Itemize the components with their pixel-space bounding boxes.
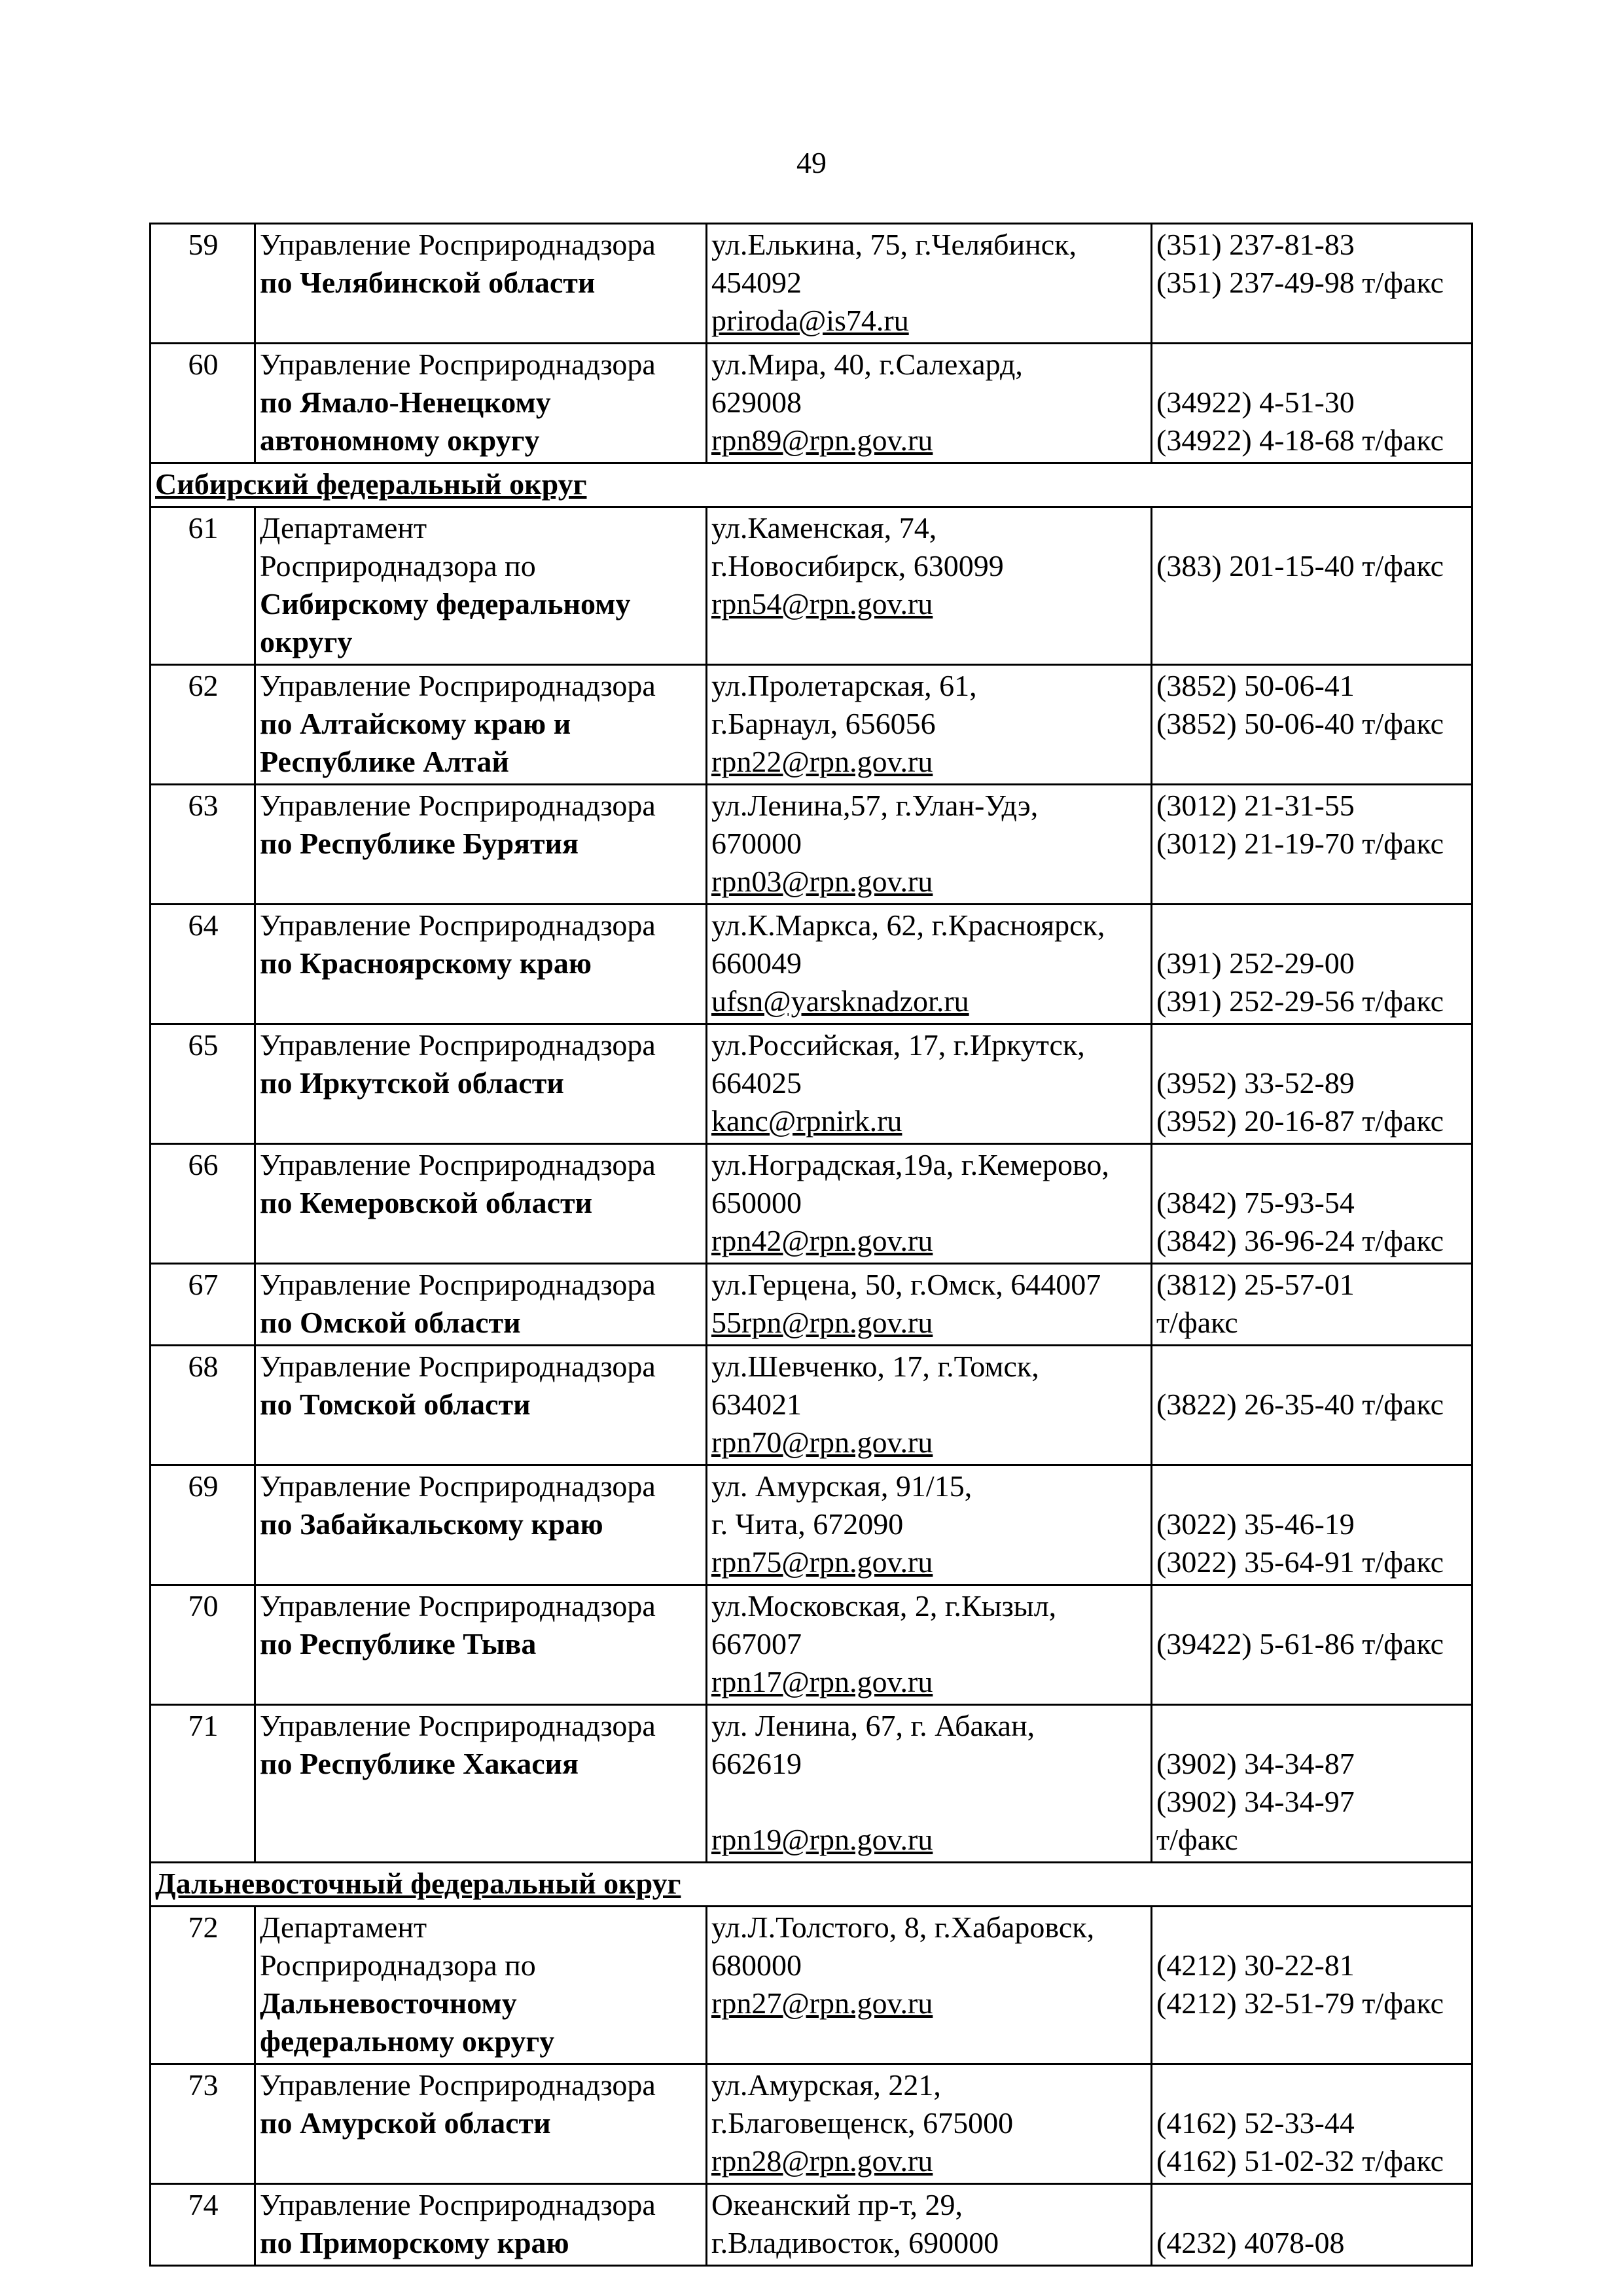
organization-region-line: Республике Алтай [260,745,509,778]
organization-cell [255,905,707,1024]
email-link[interactable]: rpn42@rpn.gov.ru [711,1224,933,1257]
phone-line: (3852) 50-06-41 [1156,669,1355,702]
row-number: 60 [151,344,255,463]
table-row [151,1346,1472,1465]
address-line: ул.Герцена, 50, г.Омск, 644007 [711,1268,1101,1301]
address-cell [707,1024,1152,1144]
organization-name-line: Департамент [260,511,427,545]
address-line: ул.Ноградская,19а, г.Кемерово, [711,1148,1109,1181]
address-cell [707,1705,1152,1863]
organization-region-line: по Томской области [260,1388,531,1421]
address-cell [707,224,1152,344]
organization-name-line: Управление Росприроднадзора [260,908,656,942]
organization-cell [255,1144,707,1264]
organization-region-line: по Республике Хакасия [260,1747,579,1780]
table-row [151,785,1472,905]
address-line: 660049 [711,946,802,980]
organization-region-line: Дальневосточному [260,1986,517,2020]
table-row [151,507,1472,665]
address-line: ул.Пролетарская, 61, [711,669,977,702]
address-line: ул.Елькина, 75, г.Челябинск, [711,228,1077,261]
phone-line [1156,1909,1469,1946]
table-row [151,1907,1472,2064]
organization-name-line: Управление Росприроднадзора [260,1148,656,1181]
phone-line [1156,1026,1469,1064]
table-row [151,665,1472,785]
phone-cell [1152,1585,1472,1705]
row-number: 73 [151,2064,255,2184]
organization-cell [255,1585,707,1705]
phone-line: (3952) 20-16-87 т/факс [1156,1104,1444,1138]
address-line: 634021 [711,1388,802,1421]
address-cell [707,1264,1152,1346]
phone-cell [1152,2184,1472,2266]
address-cell [707,1144,1152,1264]
phone-line [1156,906,1469,944]
organization-name-line: Росприроднадзора по [260,1948,536,1982]
phone-line: (3012) 21-31-55 [1156,789,1355,822]
row-number: 74 [151,2184,255,2266]
phone-cell [1152,344,1472,463]
address-line: ул.К.Маркса, 62, г.Красноярск, [711,908,1105,942]
phone-cell [1152,1465,1472,1585]
phone-line: (3822) 26-35-40 т/факс [1156,1388,1444,1421]
address-cell [707,1346,1152,1465]
row-number: 62 [151,665,255,785]
organization-region-line: по Ямало-Ненецкому [260,386,551,419]
phone-line: (4162) 52-33-44 [1156,2106,1355,2140]
organization-name-line: Департамент [260,1910,427,1944]
region-header-row [151,463,1472,507]
phone-line: (351) 237-49-98 т/факс [1156,266,1444,299]
phone-line [1156,346,1469,384]
directory-table-body [151,224,1472,2266]
address-line [711,1783,1148,1821]
phone-line: т/факс [1156,1823,1238,1856]
email-link[interactable]: rpn17@rpn.gov.ru [711,1665,933,1698]
organization-name-line: Управление Росприроднадзора [260,348,656,381]
address-line: 650000 [711,1186,802,1219]
organization-cell [255,224,707,344]
phone-line [1156,1348,1469,1386]
phone-line: (383) 201-15-40 т/факс [1156,549,1444,583]
table-row [151,224,1472,344]
email-link[interactable]: rpn28@rpn.gov.ru [711,2144,933,2178]
phone-cell [1152,1346,1472,1465]
address-line: Океанский пр-т, 29, [711,2188,963,2221]
directory-table [149,223,1473,2267]
table-row [151,1585,1472,1705]
email-link[interactable]: rpn22@rpn.gov.ru [711,745,933,778]
phone-line: (3022) 35-64-91 т/факс [1156,1545,1444,1579]
email-link[interactable]: 55rpn@rpn.gov.ru [711,1306,933,1339]
region-title: Дальневосточный федеральный округ [151,1863,1472,1907]
organization-cell [255,1705,707,1863]
address-line: 670000 [711,827,802,860]
phone-line [1156,2186,1469,2224]
organization-cell [255,665,707,785]
organization-name-line: Управление Росприроднадзора [260,1709,656,1742]
organization-name-line: Росприроднадзора по [260,549,536,583]
email-link[interactable]: rpn54@rpn.gov.ru [711,587,933,620]
address-line: 662619 [711,1747,802,1780]
row-number: 67 [151,1264,255,1346]
phone-line: (4162) 51-02-32 т/факс [1156,2144,1444,2178]
phone-cell [1152,665,1472,785]
row-number: 71 [151,1705,255,1863]
organization-region-line: округу [260,625,353,658]
phone-line: (3012) 21-19-70 т/факс [1156,827,1444,860]
phone-line [1156,1707,1469,1745]
phone-cell [1152,1024,1472,1144]
phone-line: (39422) 5-61-86 т/факс [1156,1627,1444,1660]
table-row [151,905,1472,1024]
email-link[interactable]: priroda@is74.ru [711,304,909,337]
table-row [151,1024,1472,1144]
address-line: ул.Л.Толстого, 8, г.Хабаровск, [711,1910,1095,1944]
address-line: г.Благовещенск, 675000 [711,2106,1014,2140]
address-line: ул.Мира, 40, г.Салехард, [711,348,1023,381]
phone-line: (351) 237-81-83 [1156,228,1355,261]
organization-name-line: Управление Росприроднадзора [260,789,656,822]
email-link[interactable]: rpn03@rpn.gov.ru [711,865,933,898]
organization-region-line: федеральному округу [260,2024,555,2058]
organization-name-line: Управление Росприроднадзора [260,1469,656,1503]
organization-region-line: по Амурской области [260,2106,551,2140]
phone-cell [1152,1144,1472,1264]
phone-line [1156,509,1469,547]
address-cell [707,665,1152,785]
address-line: г.Владивосток, 690000 [711,2226,999,2259]
phone-line: (3902) 34-34-97 [1156,1785,1355,1818]
phone-line: (4212) 30-22-81 [1156,1948,1355,1982]
phone-line: (3952) 33-52-89 [1156,1066,1355,1100]
address-cell [707,905,1152,1024]
phone-line: (4212) 32-51-79 т/факс [1156,1986,1444,2020]
table-row [151,344,1472,463]
row-number: 63 [151,785,255,905]
phone-cell [1152,1264,1472,1346]
address-line: ул.Российская, 17, г.Иркутск, [711,1028,1085,1062]
address-line: г.Барнаул, 656056 [711,707,936,740]
email-link[interactable]: rpn27@rpn.gov.ru [711,1986,933,2020]
organization-name-line: Управление Росприроднадзора [260,1350,656,1383]
phone-cell [1152,1705,1472,1863]
row-number: 61 [151,507,255,665]
address-cell [707,2184,1152,2266]
organization-region-line: по Приморскому краю [260,2226,569,2259]
address-line: ул.Ленина,57, г.Улан-Удэ, [711,789,1039,822]
phone-line: (3812) 25-57-01 [1156,1268,1355,1301]
phone-line [1156,1467,1469,1505]
table-row [151,2184,1472,2266]
organization-cell [255,507,707,665]
email-link[interactable]: rpn89@rpn.gov.ru [711,423,933,457]
address-cell [707,344,1152,463]
address-line: г.Новосибирск, 630099 [711,549,1004,583]
address-line: 629008 [711,386,802,419]
phone-line: (391) 252-29-56 т/факс [1156,984,1444,1018]
address-line: ул. Амурская, 91/15, [711,1469,972,1503]
phone-line: (4232) 4078-08 [1156,2226,1345,2259]
row-number: 70 [151,1585,255,1705]
phone-cell [1152,507,1472,665]
organization-name-line: Управление Росприроднадзора [260,1268,656,1301]
organization-cell [255,1907,707,2064]
organization-region-line: по Республике Тыва [260,1627,537,1660]
address-cell [707,1465,1152,1585]
row-number: 72 [151,1907,255,2064]
address-line: 667007 [711,1627,802,1660]
address-line: 454092 [711,266,802,299]
row-number: 65 [151,1024,255,1144]
phone-line [1156,1587,1469,1625]
phone-line: (3022) 35-46-19 [1156,1507,1355,1541]
organization-region-line: по Забайкальскому краю [260,1507,603,1541]
phone-cell [1152,785,1472,905]
address-line: 664025 [711,1066,802,1100]
organization-region-line: по Алтайскому краю и [260,707,571,740]
address-line: ул.Амурская, 221, [711,2068,941,2102]
organization-cell [255,2064,707,2184]
row-number: 69 [151,1465,255,1585]
organization-cell [255,1465,707,1585]
phone-line [1156,1146,1469,1184]
email-link[interactable]: kanc@rpnirk.ru [711,1104,902,1138]
page-number: 49 [796,146,827,179]
row-number: 59 [151,224,255,344]
address-line: 680000 [711,1948,802,1982]
address-cell [707,2064,1152,2184]
table-row [151,1705,1472,1863]
phone-line: (3842) 36-96-24 т/факс [1156,1224,1444,1257]
email-link[interactable]: rpn19@rpn.gov.ru [711,1823,933,1856]
row-number: 66 [151,1144,255,1264]
address-cell [707,507,1152,665]
phone-line: (3902) 34-34-87 [1156,1747,1355,1780]
address-cell [707,1585,1152,1705]
organization-region-line: по Республике Бурятия [260,827,579,860]
organization-region-line: автономному округу [260,423,540,457]
organization-cell [255,344,707,463]
row-number: 64 [151,905,255,1024]
phone-cell [1152,224,1472,344]
organization-region-line: Сибирскому федеральному [260,587,631,620]
phone-cell [1152,2064,1472,2184]
phone-line: т/факс [1156,1306,1238,1339]
organization-cell [255,1024,707,1144]
address-line: ул. Ленина, 67, г. Абакан, [711,1709,1035,1742]
region-title: Сибирский федеральный округ [151,463,1472,507]
organization-region-line: по Кемеровской области [260,1186,593,1219]
table-row [151,2064,1472,2184]
address-cell [707,785,1152,905]
phone-line: (34922) 4-51-30 [1156,386,1355,419]
phone-line: (391) 252-29-00 [1156,946,1355,980]
phone-cell [1152,905,1472,1024]
address-line: ул.Каменская, 74, [711,511,937,545]
organization-region-line: по Челябинской области [260,266,596,299]
organization-name-line: Управление Росприроднадзора [260,1589,656,1623]
organization-region-line: по Иркутской области [260,1066,564,1100]
address-line: ул.Шевченко, 17, г.Томск, [711,1350,1039,1383]
organization-name-line: Управление Росприроднадзора [260,2188,656,2221]
phone-line [1156,2066,1469,2104]
organization-cell [255,1346,707,1465]
organization-cell [255,785,707,905]
address-line: ул.Московская, 2, г.Кызыл, [711,1589,1057,1623]
email-link[interactable]: ufsn@yarsknadzor.ru [711,984,969,1018]
organization-name-line: Управление Росприроднадзора [260,2068,656,2102]
organization-name-line: Управление Росприроднадзора [260,1028,656,1062]
phone-cell [1152,1907,1472,2064]
address-cell [707,1907,1152,2064]
email-link[interactable]: rpn75@rpn.gov.ru [711,1545,933,1579]
address-line: г. Чита, 672090 [711,1507,904,1541]
region-header-row [151,1863,1472,1907]
phone-line: (34922) 4-18-68 т/факс [1156,423,1444,457]
organization-cell [255,2184,707,2266]
organization-name-line: Управление Росприроднадзора [260,228,656,261]
table-row [151,1264,1472,1346]
table-row [151,1144,1472,1264]
email-link[interactable]: rpn70@rpn.gov.ru [711,1426,933,1459]
organization-cell [255,1264,707,1346]
row-number: 68 [151,1346,255,1465]
phone-line: (3852) 50-06-40 т/факс [1156,707,1444,740]
organization-name-line: Управление Росприроднадзора [260,669,656,702]
table-row [151,1465,1472,1585]
phone-line: (3842) 75-93-54 [1156,1186,1355,1219]
organization-region-line: по Красноярскому краю [260,946,592,980]
organization-region-line: по Омской области [260,1306,521,1339]
